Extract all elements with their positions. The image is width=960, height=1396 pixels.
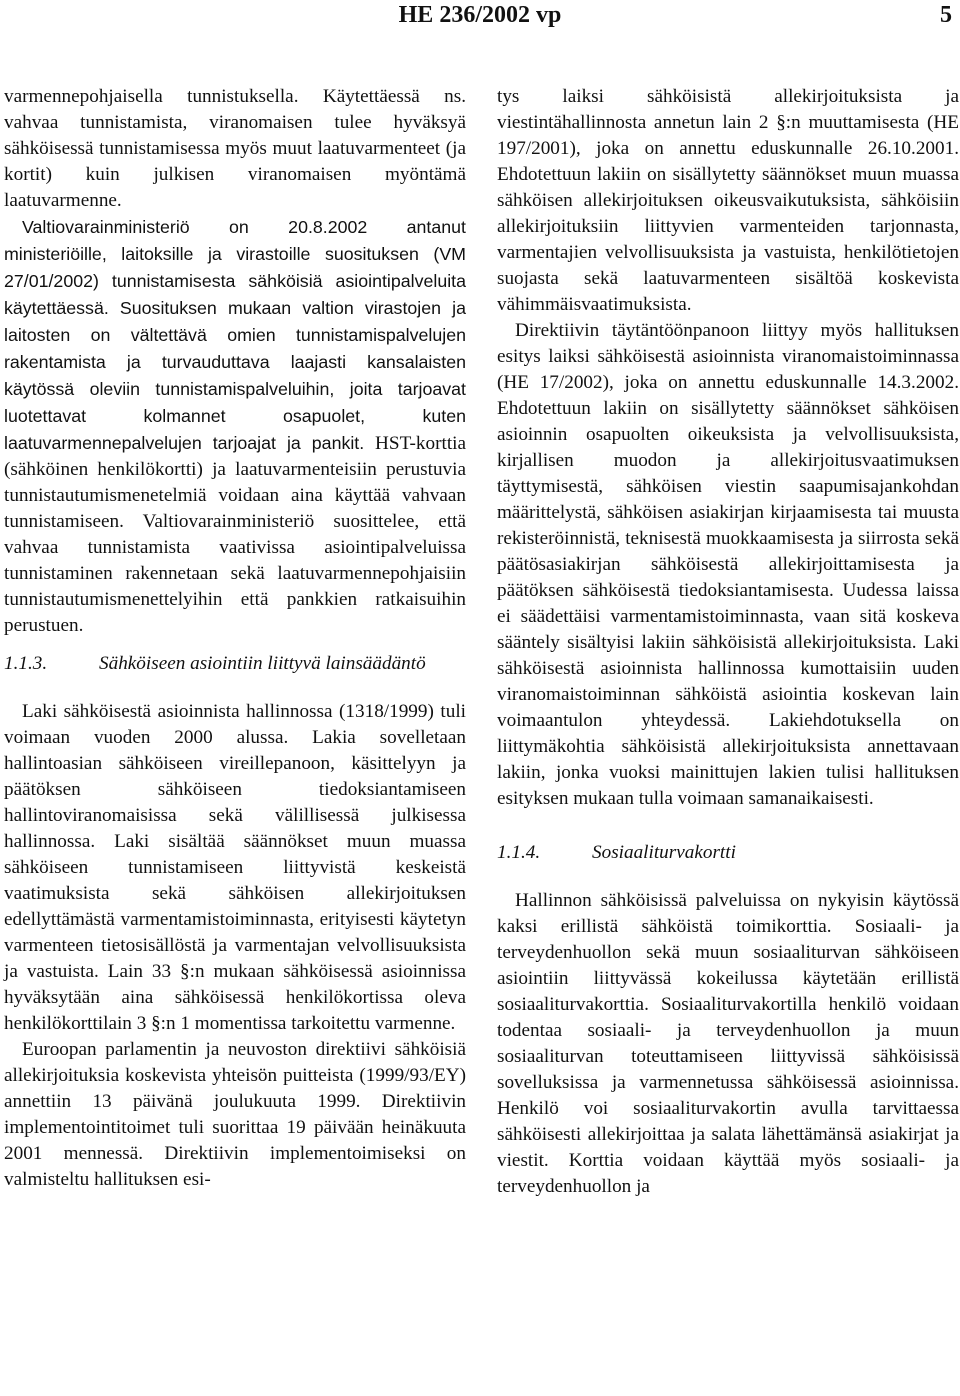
paragraph: varmennepohjaisella tunnistuksella. Käytettäessä ns. vahvaa tunnistamista, viranomaisen tulee hyväksyä sähköisessä tunnistamisessa myös muut laatuvarmenteet (ja kortit) kuin julkisen viranomaisen myöntämä laatuvarmenne. bbox=[4, 86, 466, 211]
page-header bbox=[0, 0, 960, 40]
section-title: Sosiaaliturvakortti bbox=[592, 842, 736, 863]
paragraph: Laki sähköisestä asioinnista hallinnossa (1318/1999) tuli voimaan vuoden 2000 alussa. Lakia sovelletaan hallintoasian sähköiseen vireillepanoon, käsittelyyn ja päätöksen sähköiseen tiedoksiantamiseen hallintoviranomaisissa sekä välillisessä julkisessa hallinnossa. Laki sisältää säännökset muun muassa sähköiseen tunnistamiseen liittyvistä keskeistä vaatimuksista sekä sähköisen allekirjoituksen edellyttämästä varmentamistoiminnasta, erityisesti käytetyn varmenteen tietosisällöstä ja varmentajan velvollisuuksista ja vastuista. Lain 33 §:n mukaan sähköisessä asioinnissa hyväksytään aina sähköisessä henkilökortissa oleva henkilökorttilain 3 §:n 1 momentissa tarkoitettu varmenne. bbox=[4, 701, 466, 1034]
right-column bbox=[497, 84, 959, 1200]
paragraph: tys laiksi sähköisistä allekirjoituksista ja viestintähallinnosta annetun lain 2 §:n muuttamisesta (HE 197/2001), joka on annettu eduskunnalle 26.10.2001. Ehdotettuun lakiin on sisällytetty säännökset muun muassa sähköisen allekirjoituksen oikeusvaikutuksista, sähköisiin allekirjoituksiin liittyvien varmenteiden tarjonnasta, varmentajien velvollisuuksista ja vastuista, henkilötietojen suojasta sekä laatuvarmenteen sisältöä koskevista vähimmäisvaatimuksista. bbox=[497, 86, 959, 315]
section-number: 1.1.4. bbox=[497, 842, 541, 863]
paragraph: Direktiivin täytäntöönpanoon liittyy myös hallituksen esitys laiksi sähköisestä asioinnista viranomaistoiminnassa (HE 17/2002), joka on annettu eduskunnalle 14.3.2002. Ehdotettuun lakiin on sisällytetty säännökset sähköisen asioinnin osapuolten oikeuksista ja velvollisuuksista, kirjallisen muodon ja allekirjoitusvaatimuksen täyttymisestä, sähköisen viestin saapumisajankohdan määrittelystä, sähköisen asiakirjan kirjaamisesta tai muusta rekisteröinnistä, teknisestä muokkaamisesta ja siirrosta sekä päätösasiakirjan sähköisestä allekirjoittamisesta ja päätöksen sähköisestä tiedoksiantamisesta. Uudessa laissa ei säädettäisi varmentamistoiminnasta, vaan sitä koskeva sääntely sisältyisi lakiin sähköisistä allekirjoituksista. Laki sähköisestä asioinnista hallinnossa kumottaisiin uuden viranomaistoiminnan sähköistä asiointia koskevan lain voimaantulon yhteydessä. Lakiehdotuksella on liittymäkohtia sähköisistä allekirjoituksista annettavaan lakiin, jonka vuoksi mainittujen lakien tulisi hallituksen esityksen mukaan tulla voimaan samanaikaisesti. bbox=[497, 320, 959, 809]
page-number: 5 bbox=[940, 2, 952, 28]
paragraph-text-sans: Valtiovarainministeriö on 20.8. bbox=[22, 217, 328, 237]
section-heading bbox=[497, 840, 959, 866]
paragraph bbox=[4, 214, 466, 639]
section-heading bbox=[4, 651, 466, 677]
paragraph: Hallinnon sähköisissä palveluissa on nykyisin käytössä kaksi erillistä sähköistä toimikorttia. Sosiaali- ja terveydenhuollon sekä muun sosiaaliturvan sähköiseen asiointiin liittyvässä kokeilussa käytetään erillistä sosiaaliturvakorttia. Sosiaaliturvakortilla henkilö voidaan todentaa sosiaali- ja terveydenhuollon ja muun sosiaaliturvan toteuttamiseen liittyvissä sähköisissä sovelluksissa ja varmennetussa sähköisessä asioinnissa. Henkilö voi sosiaaliturvakortin avulla tarvittaessa sähköisesti allekirjoittaa ja salata lähettämänsä asiakirjat ja viestit. Korttia voidaan käyttää myös sosiaali- ja terveydenhuollon ja bbox=[497, 890, 959, 1197]
section-title: Sähköiseen asiointiin liittyvä lainsäädäntö bbox=[99, 653, 426, 674]
paragraph: Euroopan parlamentin ja neuvoston direktiivi sähköisiä allekirjoituksia koskevista yhteisön puitteista (1999/93/EY) annettiin 13 päivänä joulukuuta 1999. Direktiivin implementointitoimet tuli suorittaa 19 päivään heinäkuuta 2001 mennessä. Direktiivin implementoimiseksi on valmisteltu hallituksen esi- bbox=[4, 1039, 466, 1190]
paragraph-text: HST-korttia (sähköinen henkilökortti) ja laatuvarmenteisiin perustuvia tunnistautumismenetelmiä voidaan aina käyttää vahvaan tunnistamiseen. Valtiovarainministeriö suosittelee, että vahvaa tunnistamista vaativissa asiointipalveluissa tunnistaminen rakennetaan sekä laatuvarmennepohjaisiin tunnistautumismenettelyihin että pankkien ratkaisuihin perustuen. bbox=[4, 433, 467, 636]
document-id: HE 236/2002 vp bbox=[398, 2, 562, 28]
section-number: 1.1.3. bbox=[4, 653, 48, 674]
paragraph-text-sans: 2002 antanut ministeriöille, laitoksille ja virastoille suosituksen (VM 27/01/2002) tunnistamisesta sähköisiä asiointipalveluita käytettäessä. Suosituksen mukaan valtion virastojen ja laitosten on vältettävä omien tunnistamispalvelujen rakentamista ja turvauduttava laajasti kansalaisten käytössä oleviin tunnistamispalveluihin, joita tarjoavat luotettavat kolmannet osapuolet, kuten laatuvarmennepalvelujen tarjoajat ja pankit. bbox=[4, 217, 466, 453]
left-column bbox=[4, 84, 466, 1193]
